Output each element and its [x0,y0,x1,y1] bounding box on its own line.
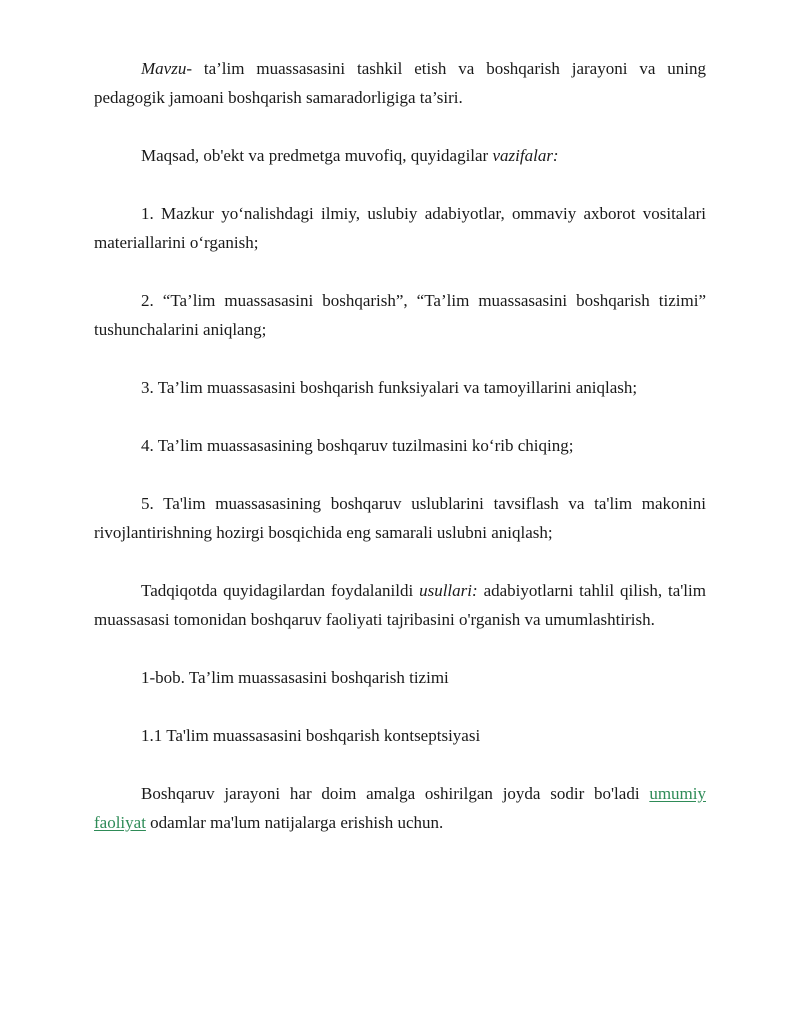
topic-label: Mavzu- [141,59,192,78]
section-title: 1.1 Ta'lim muassasasini boshqarish kontseptsiyasi [141,726,481,745]
methods-text-after: adabiyotlarni tahlil qilish, ta'lim muassasasi tomonidan boshqaruv faoliyati tajribasini o'rganish va umumlashtirish. [94,581,706,629]
task-item-5: 5. Ta'lim muassasasining boshqaruv uslublarini tavsiflash va ta'lim makonini rivojlantirishning hozirgi bosqichida eng samarali uslubni aniqlash; [94,494,706,542]
closing-text-after: odamlar ma'lum natijalarga erishish uchun. [145,813,444,832]
task-item-4: 4. Ta’lim muassasasining boshqaruv tuzilmasini ko‘rib chiqing; [141,436,574,455]
closing-paragraph [94,779,706,837]
task-item-2: 2. “Ta’lim muassasasini boshqarish”, “Ta’lim muassasasini boshqarish tizimi” tushunchalarini aniqlang; [94,291,706,339]
goals-emphasis: vazifalar: [492,146,559,165]
methods-paragraph [94,576,706,634]
umumiy-faoliyat-link[interactable]: umumiy faoliyat [94,784,706,832]
methods-emphasis: usullari: [419,581,478,600]
methods-text-before: Tadqiqotda quyidagilardan foydalanildi [141,581,420,600]
topic-paragraph [94,54,706,112]
goals-text: Maqsad, ob'ekt va predmetga muvofiq, quyidagilar [141,146,493,165]
goals-paragraph [94,141,706,170]
document-page [94,54,706,866]
closing-text-before: Boshqaruv jarayoni har doim amalga oshirilgan joyda sodir bo'ladi [141,784,650,803]
chapter-title: 1-bob. Ta’lim muassasasini boshqarish tizimi [141,668,449,687]
topic-text: ta’lim muassasasini tashkil etish va boshqarish jarayoni va uning pedagogik jamoani boshqarish samaradorligiga ta’siri. [94,59,706,107]
task-item-3: 3. Ta’lim muassasasini boshqarish funksiyalari va tamoyillarini aniqlash; [141,378,638,397]
task-item-1: 1. Mazkur yo‘nalishdagi ilmiy, uslubiy adabiyotlar, ommaviy axborot vositalari materiallarini o‘rganish; [94,204,706,252]
